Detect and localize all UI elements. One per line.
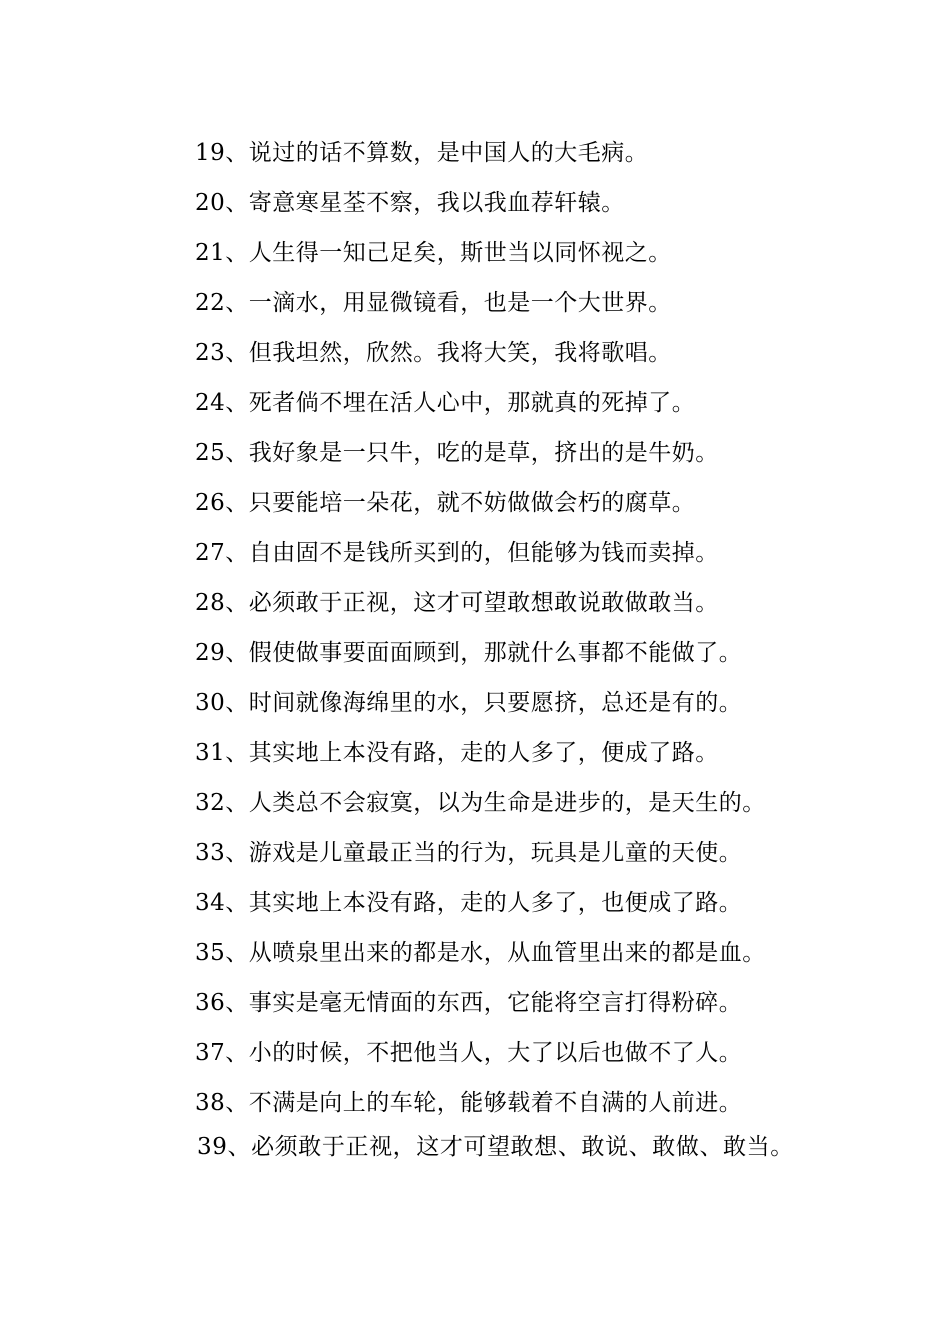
quote-line: 23、但我坦然，欣然。我将大笑，我将歌唱。 xyxy=(195,340,672,366)
quote-line: 20、寄意寒星荃不察，我以我血荐轩辕。 xyxy=(195,190,625,216)
quote-line: 30、时间就像海绵里的水，只要愿挤，总还是有的。 xyxy=(195,690,743,716)
quote-line: 33、游戏是儿童最正当的行为，玩具是儿童的天使。 xyxy=(195,840,743,866)
quote-line: 21、人生得一知己足矣，斯世当以同怀视之。 xyxy=(195,240,672,266)
quote-line: 36、事实是毫无情面的东西，它能将空言打得粉碎。 xyxy=(195,990,743,1016)
quote-line: 29、假使做事要面面顾到，那就什么事都不能做了。 xyxy=(195,640,743,666)
quote-list xyxy=(195,128,766,1128)
quote-line: 27、自由固不是钱所买到的，但能够为钱而卖掉。 xyxy=(195,540,719,566)
quote-line: 32、人类总不会寂寞，以为生命是进步的，是天生的。 xyxy=(195,790,766,816)
quote-line: 26、只要能培一朵花，就不妨做做会朽的腐草。 xyxy=(195,490,696,516)
quote-line: 37、小的时候，不把他当人，大了以后也做不了人。 xyxy=(195,1040,743,1066)
wrapped-quote-paragraph: 39、必须敢于正视，这才可望敢想、敢说、敢做、敢当。 xyxy=(197,1134,794,1160)
quote-line: 35、从喷泉里出来的都是水，从血管里出来的都是血。 xyxy=(195,940,766,966)
quote-line: 25、我好象是一只牛，吃的是草，挤出的是牛奶。 xyxy=(195,440,719,466)
quote-line: 24、死者倘不埋在活人心中，那就真的死掉了。 xyxy=(195,390,696,416)
quote-line: 31、其实地上本没有路，走的人多了，便成了路。 xyxy=(195,740,719,766)
quote-line: 19、说过的话不算数，是中国人的大毛病。 xyxy=(195,140,649,166)
quote-line: 22、一滴水，用显微镜看，也是一个大世界。 xyxy=(195,290,672,316)
quote-line: 28、必须敢于正视，这才可望敢想敢说敢做敢当。 xyxy=(195,590,719,616)
quote-line: 38、不满是向上的车轮，能够载着不自满的人前进。 xyxy=(195,1090,743,1116)
quote-line: 34、其实地上本没有路，走的人多了，也便成了路。 xyxy=(195,890,743,916)
